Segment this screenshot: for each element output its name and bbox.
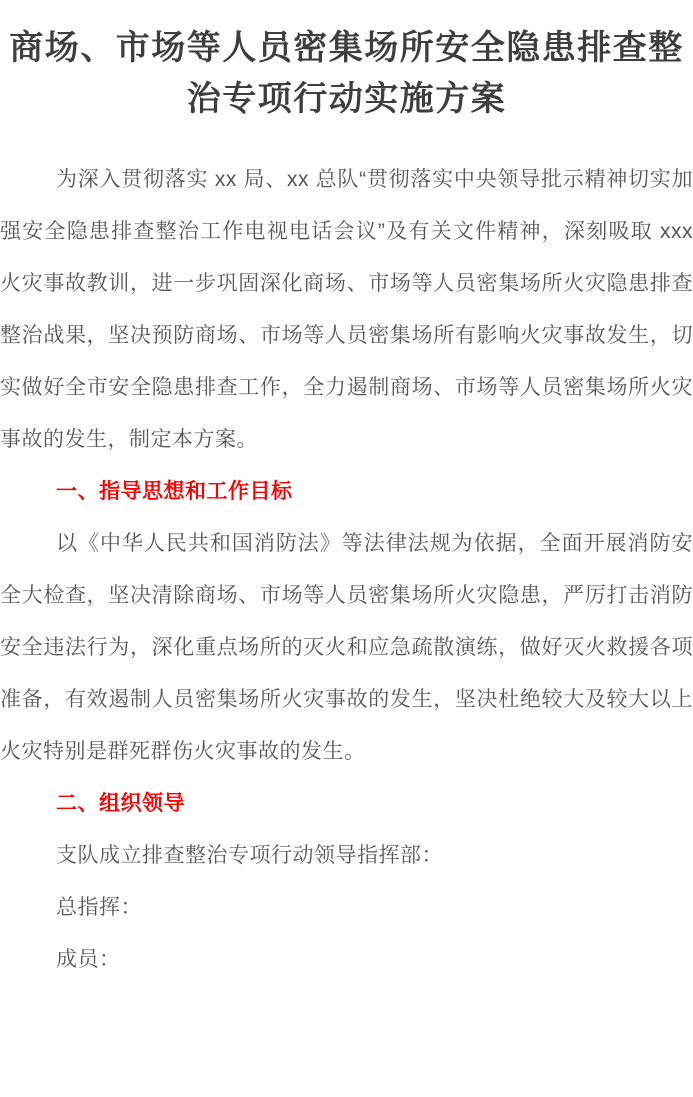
section-heading-organization-leadership: 二、组织领导 xyxy=(56,792,185,815)
paragraph-members: 成员： xyxy=(56,948,121,971)
section-heading-guiding-ideology: 一、指导思想和工作目标 xyxy=(56,480,293,503)
paragraph-intro: 为深入贯彻落实 xx 局、xx 总队“贯彻落实中央领导批示精神切实加强安全隐患排查整治工作电视电话会议”及有关文件精神，深刻吸取 xxx 火灾事故教训，进一步巩固深化商场、市场等人员密集场所火灾隐患排查整治战果，坚决预防商场、市场等人员密集场所有影响火灾事故发生，切实做好全市安全隐患排查工作，全力遏制商场、市场等人员密集场所火灾事故的发生，制定本方案。 xyxy=(0,168,693,451)
paragraph-command-setup: 支队成立排查整治专项行动领导指挥部： xyxy=(56,844,443,867)
paragraph-chief-commander: 总指挥： xyxy=(56,896,142,919)
paragraph-guiding-ideology: 以《中华人民共和国消防法》等法律法规为依据，全面开展消防安全大检查，坚决清除商场、市场等人员密集场所火灾隐患，严厉打击消防安全违法行为，深化重点场所的灭火和应急疏散演练，做好灭火救援各项准备，有效遏制人员密集场所火灾事故的发生，坚决杜绝较大及较大以上火灾特别是群死群伤火灾事故的发生。 xyxy=(0,532,693,763)
document-title: 商场、市场等人员密集场所安全隐患排查整治专项行动实施方案 xyxy=(9,29,684,118)
